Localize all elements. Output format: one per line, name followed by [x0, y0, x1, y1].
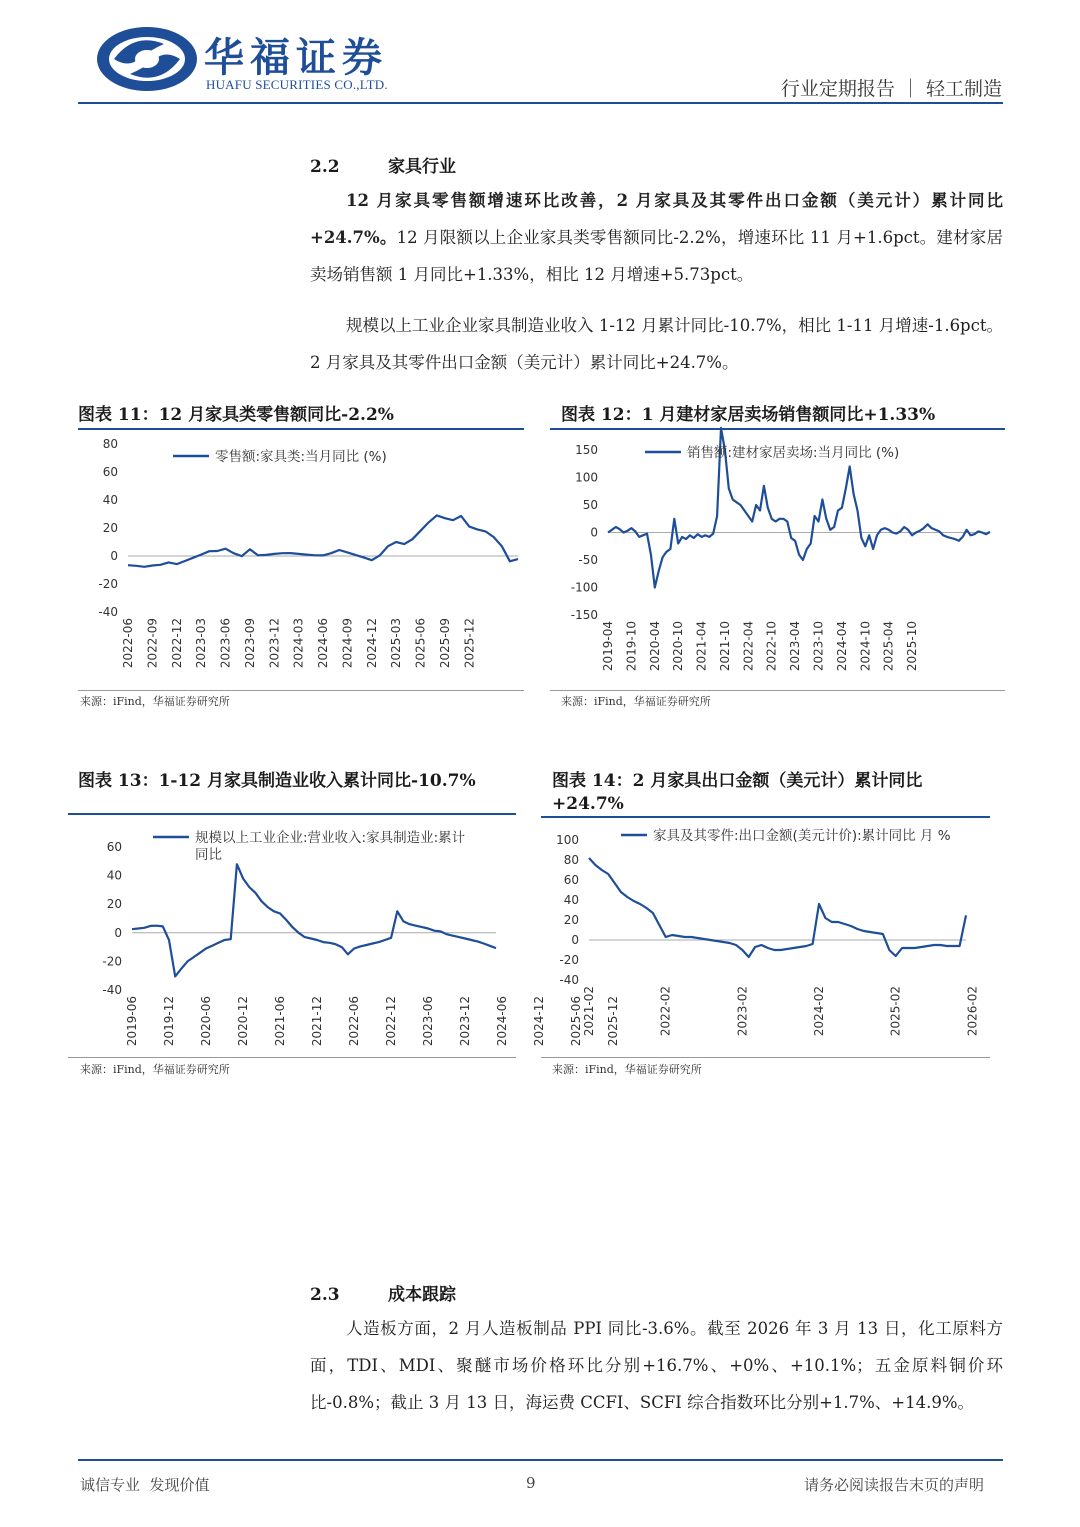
y-tick-label: 50: [582, 498, 598, 512]
source-12: 来源：iFind，华福证券研究所: [561, 695, 711, 708]
y-tick-label: 20: [563, 913, 579, 927]
x-tick-label: 2021-04: [694, 621, 709, 672]
x-tick-label: 2023-04: [788, 621, 803, 672]
y-tick-label: 60: [102, 465, 118, 479]
chart-12: [550, 430, 1006, 688]
series-line: [132, 864, 496, 976]
x-tick-label: 2019-04: [601, 621, 615, 672]
section-number: 2.3: [310, 1285, 340, 1305]
y-tick-label: 0: [590, 525, 598, 540]
x-tick-label: 2025-12: [606, 996, 621, 1047]
y-tick-label: -50: [578, 553, 598, 567]
x-tick-label: 2022-10: [764, 621, 779, 672]
x-tick-label: 2024-03: [291, 618, 306, 669]
y-tick-label: 20: [106, 897, 122, 912]
source-14: 来源：iFind，华福证券研究所: [552, 1063, 702, 1076]
x-tick-label: 2025-03: [389, 618, 404, 669]
footer-disclaimer: 请务必阅读报告末页的声明: [803, 1476, 984, 1494]
x-tick-label: 2019-12: [162, 996, 177, 1047]
y-tick-label: -20: [98, 577, 118, 591]
x-tick-label: 2024-06: [495, 996, 510, 1047]
x-tick-label: 2023-06: [421, 996, 436, 1047]
chart-title-13: 图表 13：1-12 月家具制造业收入累计同比-10.7%: [78, 771, 476, 791]
x-tick-label: 2025-02: [888, 986, 903, 1037]
y-tick-label: 20: [102, 521, 118, 535]
x-tick-label: 2020-06: [199, 996, 214, 1047]
legend-label: 规模以上工业企业:营业收入:家具制造业:累计: [195, 830, 466, 846]
y-tick-label: -40: [102, 983, 122, 997]
x-tick-label: 2024-04: [834, 621, 849, 672]
y-tick-label: 80: [102, 437, 118, 451]
x-tick-label: 2021-06: [273, 996, 288, 1047]
chart-14: [541, 818, 991, 1055]
x-tick-label: 2023-10: [811, 621, 826, 672]
x-tick-label: 2021-12: [310, 996, 325, 1047]
y-tick-label: -40: [559, 973, 579, 987]
y-tick-label: 80: [563, 853, 579, 867]
logo-text-cn: 华福证券: [204, 35, 388, 81]
y-tick-label: -20: [559, 953, 579, 967]
y-tick-label: -40: [98, 605, 118, 619]
x-tick-label: 2024-10: [858, 621, 873, 672]
x-tick-label: 2023-12: [267, 618, 282, 669]
x-tick-label: 2022-04: [741, 621, 756, 672]
logo-mark-icon: [94, 24, 200, 94]
chart-title-14-line1: 图表 14：2 月家具出口金额（美元计）累计同比: [552, 771, 923, 791]
y-tick-label: 100: [575, 470, 598, 485]
x-tick-label: 2025-04: [881, 621, 896, 672]
x-tick-label: 2023-09: [242, 618, 257, 669]
series-line: [128, 515, 518, 566]
series-line: [589, 858, 966, 957]
x-tick-label: 2024-12: [532, 996, 547, 1047]
chart-11: [78, 430, 526, 688]
chart-title-12: 图表 12：1 月建材家居卖场销售额同比+1.33%: [561, 405, 936, 425]
x-tick-label: 2024-12: [364, 618, 379, 669]
x-tick-label: 2025-06: [413, 618, 428, 669]
chart-title-14: [552, 770, 992, 816]
x-tick-label: 2025-06: [569, 996, 584, 1047]
x-tick-label: 2021-02: [582, 986, 596, 1037]
footer-slogan: 诚信专业 发现价值: [80, 1476, 210, 1494]
x-tick-label: 2022-12: [169, 618, 184, 669]
header-divider: [78, 102, 1003, 104]
source-rule-12: [550, 690, 1005, 691]
y-tick-label: 100: [556, 833, 579, 847]
chart-title-14-line2: +24.7%: [552, 794, 624, 814]
page-number: 9: [526, 1474, 536, 1492]
section-number: 2.2: [310, 157, 340, 177]
x-tick-label: 2022-06: [121, 618, 135, 669]
x-tick-label: 2021-10: [717, 621, 732, 672]
x-tick-label: 2020-10: [671, 621, 686, 672]
x-tick-label: 2024-02: [812, 986, 827, 1037]
x-tick-label: 2022-06: [347, 996, 362, 1047]
y-tick-label: 0: [571, 933, 579, 947]
y-tick-label: 40: [102, 493, 118, 507]
section-title: 家具行业: [388, 157, 456, 177]
x-tick-label: 2022-02: [658, 986, 673, 1037]
source-rule-14: [541, 1057, 990, 1058]
paragraph-furniture-1: [310, 182, 1003, 293]
paragraph-lead: 12 月家具零售额增速环比改善，2 月家具及其零件出口金额（美元计）累计同比+24.7%。: [310, 191, 1003, 247]
x-tick-label: 2025-09: [437, 618, 452, 669]
y-tick-label: 150: [575, 443, 598, 457]
x-tick-label: 2024-06: [316, 618, 330, 669]
y-tick-label: 60: [106, 840, 122, 854]
x-tick-label: 2025-10: [905, 621, 920, 672]
source-11: 来源：iFind，华福证券研究所: [80, 695, 230, 708]
logo-text-en: HUAFU SECURITIES CO.,LTD.: [206, 77, 388, 92]
y-tick-label: 40: [106, 868, 122, 883]
paragraph-furniture-2: 规模以上工业企业家具制造业收入 1-12 月累计同比-10.7%，相比 1-11 月增速-1.6pct。2 月家具及其零件出口金额（美元计）累计同比+24.7%。: [310, 316, 1003, 372]
x-tick-label: 2023-06: [218, 618, 233, 669]
y-tick-label: 60: [563, 873, 579, 887]
y-tick-label: -20: [102, 954, 122, 969]
paragraph-body: 12 月限额以上企业家具类零售额同比-2.2%，增速环比 11 月+1.6pct。建材家居卖场销售额 1 月同比+1.33%，相比 12 月增速+5.73pct。: [310, 228, 1003, 284]
source-rule-13: [68, 1057, 516, 1058]
chart-title-11: 图表 11：12 月家具类零售额同比-2.2%: [78, 405, 394, 425]
x-tick-label: 2022-09: [145, 618, 160, 669]
y-tick-label: 0: [110, 549, 118, 563]
y-tick-label: -100: [570, 580, 598, 595]
legend-label: 同比: [195, 847, 222, 863]
logo: [94, 24, 200, 94]
x-tick-label: 2023-02: [735, 986, 750, 1037]
x-tick-label: 2026-02: [965, 986, 980, 1037]
y-tick-label: 40: [563, 893, 579, 907]
x-tick-label: 2023-12: [458, 996, 473, 1047]
x-tick-label: 2025-12: [462, 618, 477, 669]
x-tick-label: 2020-12: [236, 996, 251, 1047]
x-tick-label: 2023-03: [194, 618, 209, 669]
legend-label: 家具及其零件:出口金额(美元计价):累计同比 月 %: [653, 828, 951, 844]
section-heading-2-3: [310, 1280, 456, 1305]
source-rule-11: [78, 690, 524, 691]
legend-label: 零售额:家具类:当月同比 (%): [215, 449, 387, 465]
legend-label: 销售额:建材家居卖场:当月同比 (%): [687, 445, 900, 461]
footer-divider: [78, 1459, 1003, 1461]
source-13: 来源：iFind，华福证券研究所: [80, 1063, 230, 1076]
x-tick-label: 2019-10: [624, 621, 639, 672]
section-heading-2-2: [310, 152, 456, 177]
y-tick-label: 0: [114, 925, 122, 940]
y-tick-label: -150: [570, 608, 598, 622]
section-title: 成本跟踪: [388, 1285, 456, 1305]
report-type: 行业定期报告 ｜ 轻工制造: [780, 78, 1002, 100]
x-tick-label: 2022-12: [384, 996, 399, 1047]
x-tick-label: 2019-06: [125, 996, 139, 1047]
paragraph-cost: 人造板方面，2 月人造板制品 PPI 同比-3.6%。截至 2026 年 3 月 13 日，化工原料方面，TDI、MDI、聚醚市场价格环比分别+16.7%、+0%、+10.1%；五金原料铜价环比-0.8%；截止 3 月 13 日，海运费 CCFI、SCFI 综合指数环比分别+1.7%、+14.9%。: [310, 1319, 1003, 1412]
x-tick-label: 2024-09: [340, 618, 355, 669]
x-tick-label: 2020-04: [647, 621, 662, 672]
